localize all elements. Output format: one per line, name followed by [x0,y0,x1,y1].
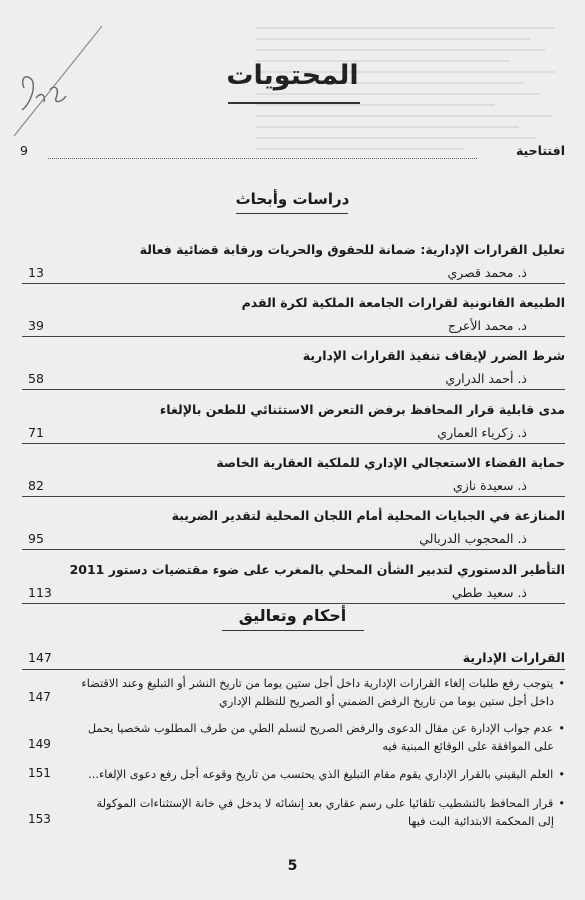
ruling-item [55,675,565,711]
article-rule [22,336,565,337]
article-author: ذ. أحمد الدراري [445,371,527,386]
ruling-item-line: إلى المحكمة الابتدائية البت فيها [408,815,554,828]
article-author: ذ. سعيدة نازي [453,478,527,493]
ruling-item [55,795,565,831]
article-rule [22,549,565,550]
article-author: ذ. سعيد ططي [452,585,527,600]
section1-heading: دراسات وأبحاث [235,190,350,208]
ruling-item-page: 153 [28,812,51,826]
bullet-icon: • [558,677,565,690]
opening-label: افتتاحية [515,143,565,158]
article-title: حماية القضاء الاستعجالي الإداري للملكية العقارية الخاصة [216,455,565,470]
article-title: شرط الضرر لإيقاف تنفيذ القرارات الإدارية [302,348,565,363]
section2-heading: أحكام وتعاليق [238,606,347,625]
article-title: المنازعة في الجبايات المحلية أمام اللجان المحلية لتقدير الضريبة [171,508,565,523]
ruling-item-line: العلم اليقيني بالقرار الإداري يقوم مقام التبليغ الذي يحتسب من تاريخ وقوعه أجل رفع دعوى الإلغاء... [88,768,554,781]
bleed-through-texture [255,18,555,258]
article-title: الطبيعة القانونية لقرارات الجامعة الملكية لكرة القدم [241,295,565,310]
article-rule [22,389,565,390]
article-rule [22,443,565,444]
article-page: 113 [28,585,52,600]
article-author: ذ. زكرياء العماري [437,425,527,440]
ruling-item-line: على الموافقة على الوقائع المبنية فيه [382,740,554,753]
opening-dots [48,158,477,160]
article-author: د. محمد الأعرج [447,318,527,333]
ruling-item-page: 151 [28,766,51,780]
article-author: ذ. المحجوب الدربالي [419,531,527,546]
ruling-item [55,766,565,784]
page-number: 5 [287,858,298,874]
section2-subheading: القرارات الإدارية [462,650,565,665]
article-rule [22,496,565,497]
bullet-icon: • [558,722,565,735]
ruling-item-line: داخل أجل ستين يوما من تاريخ الرفض الضمني أو الصريح للتظلم الإداري [219,695,554,708]
article-page: 95 [28,531,44,546]
opening-entry [0,143,585,163]
article-rule [22,603,565,604]
ruling-item-line: قرار المحافظ بالتشطيب تلقائيا على رسم عقاري بعد إنشائه لا يدخل في خانة الإستثناءات الموكولة [96,797,554,810]
article-title: مدى قابلية قرار المحافظ برفض التعرض الاستثنائي للطعن بالإلغاء [159,402,565,417]
article-rule [22,283,565,284]
section2-subheading-row [0,650,585,670]
article-page: 13 [28,265,44,280]
ruling-item-line: يتوجب رفع طلبات إلغاء القرارات الإدارية داخل أجل ستين يوما من تاريخ النشر أو التبليغ وعند الاقتضاء [81,677,554,690]
section2-subheading-rule [22,669,565,670]
page-title: المحتويات [226,60,359,91]
bullet-icon: • [558,797,565,810]
section2-subheading-page: 147 [28,650,52,665]
article-page: 82 [28,478,44,493]
article-title: تعليل القرارات الإدارية: ضمانة للحقوق والحريات ورقابة قضائية فعالة [139,242,565,257]
ruling-item-page: 149 [28,737,51,751]
ruling-item-page: 147 [28,690,51,704]
ruling-item-line: عدم جواب الإدارة عن مقال الدعوى والرفض الصريح لتسلم الطي من طرف المطلوب شخصيا يحمل [87,722,554,735]
article-page: 39 [28,318,44,333]
article-author: ذ. محمد قصري [447,265,527,280]
article-page: 58 [28,371,44,386]
article-title: التأطير الدستوري لتدبير الشأن المحلي بالمغرب على ضوء مقتضيات دستور 2011 [69,562,565,577]
title-underline [228,102,360,104]
article-page: 71 [28,425,44,440]
section1-underline [236,213,348,214]
opening-page: 9 [20,143,28,158]
bullet-icon: • [558,768,565,781]
section2-underline [222,630,364,631]
ruling-item [55,720,565,756]
